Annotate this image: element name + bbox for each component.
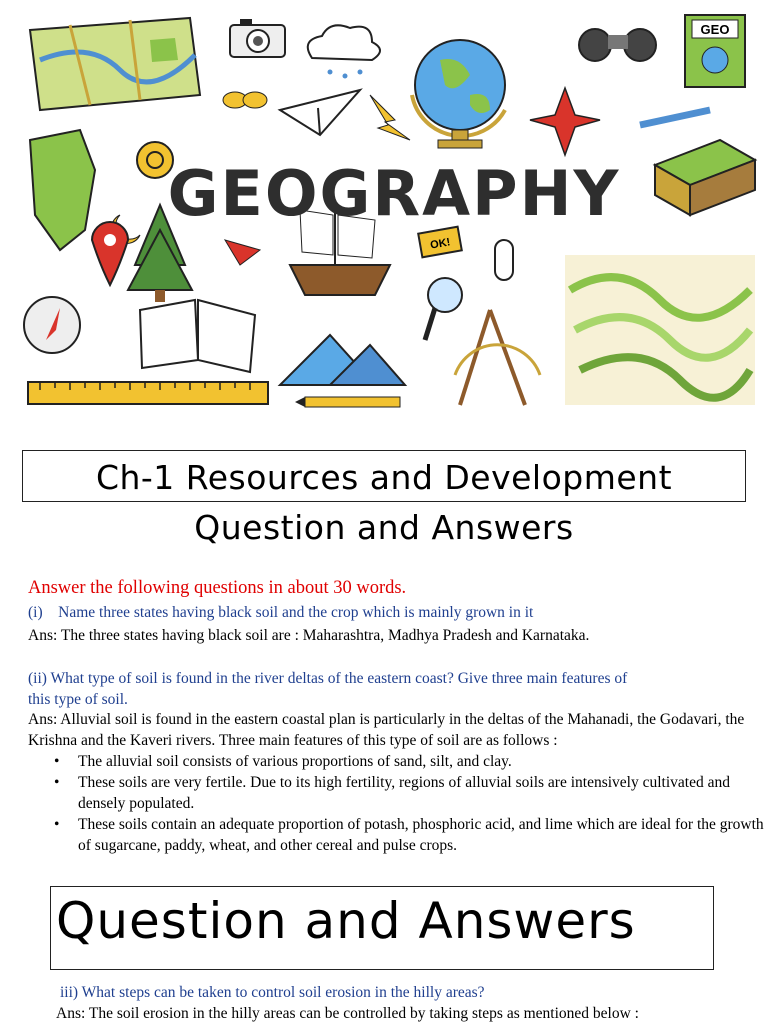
list-item <box>52 751 764 772</box>
globe-icon <box>412 40 505 148</box>
butterfly-icon <box>223 92 267 108</box>
geography-title: GEOGRAPHY <box>167 157 621 230</box>
geography-banner <box>0 0 768 420</box>
country-map-icon <box>30 130 95 250</box>
bullet-icon: • <box>54 753 60 770</box>
location-pin-icon <box>92 222 128 285</box>
answer-2: Ans: Alluvial soil is found in the eastern coastal plan is particularly in the deltas of the Mahanadi, the Godavari, the Krishna and the Kaveri rivers. Three main features of this type of soil are as follows : <box>28 711 745 749</box>
pencil-icon <box>295 397 400 407</box>
ruler-icon <box>28 382 268 404</box>
list-item <box>52 772 764 814</box>
cloud-icon <box>308 25 380 78</box>
question-3: iii) What steps can be taken to control soil erosion in the hilly areas? <box>60 984 485 1001</box>
list-item-text: These soils contain an adequate proportion of potash, phosphoric acid, and lime which are ideal for the growth of sugarcane, paddy, wheat, and other cereal and pulse crops. <box>78 816 764 854</box>
banner-illustration <box>0 0 768 420</box>
mountains-icon <box>280 335 405 385</box>
contour-map-icon <box>565 255 755 405</box>
answer-3: Ans: The soil erosion in the hilly areas can be controlled by taking steps as mentioned below : <box>56 1005 639 1022</box>
terrain-block-icon <box>655 140 755 215</box>
paper-plane-icon <box>280 90 360 135</box>
ok-sign-label: OK! <box>429 236 452 252</box>
ok-sign-icon <box>418 227 462 258</box>
compass-star-icon <box>530 88 600 155</box>
geo-book-label: GEO <box>700 22 730 37</box>
list-item-text: The alluvial soil consists of various proportions of sand, silt, and clay. <box>78 753 512 770</box>
list-item-text: These soils are very fertile. Due to its high fertility, regions of alluvial soils are intensively cultivated and densely populated. <box>78 774 730 812</box>
chapter-title: Ch-1 Resources and Development <box>95 458 673 497</box>
geo-book-icon <box>685 15 745 87</box>
paper-clip-icon <box>495 240 513 280</box>
question-2: (ii) What type of soil is found in the river deltas of the eastern coast? Give three main features of this type of soil. <box>28 670 628 708</box>
question-1: (i) Name three states having black soil and the crop which is mainly grown in it <box>28 604 534 621</box>
instruction-text: Answer the following questions in about 30 words. <box>28 578 407 598</box>
answer-2-bullets <box>52 751 764 856</box>
binoculars-icon <box>579 29 656 61</box>
list-item <box>52 814 764 856</box>
divider-tool-icon <box>455 310 540 405</box>
pen-icon <box>640 110 710 125</box>
answer-1: Ans: The three states having black soil are : Maharashtra, Madhya Pradesh and Karnataka. <box>28 627 590 644</box>
folded-map-icon <box>30 18 200 110</box>
bullet-icon: • <box>54 774 60 791</box>
compass-icon <box>24 297 80 353</box>
magnifier-icon <box>425 278 462 340</box>
lightning-icon <box>370 95 410 140</box>
section-heading: Question and Answers <box>56 892 636 950</box>
chapter-subtitle: Question and Answers <box>194 508 574 547</box>
open-book-icon <box>140 300 255 372</box>
flag-icon <box>225 240 260 265</box>
camera-icon <box>230 19 285 57</box>
bullet-icon: • <box>54 816 60 833</box>
